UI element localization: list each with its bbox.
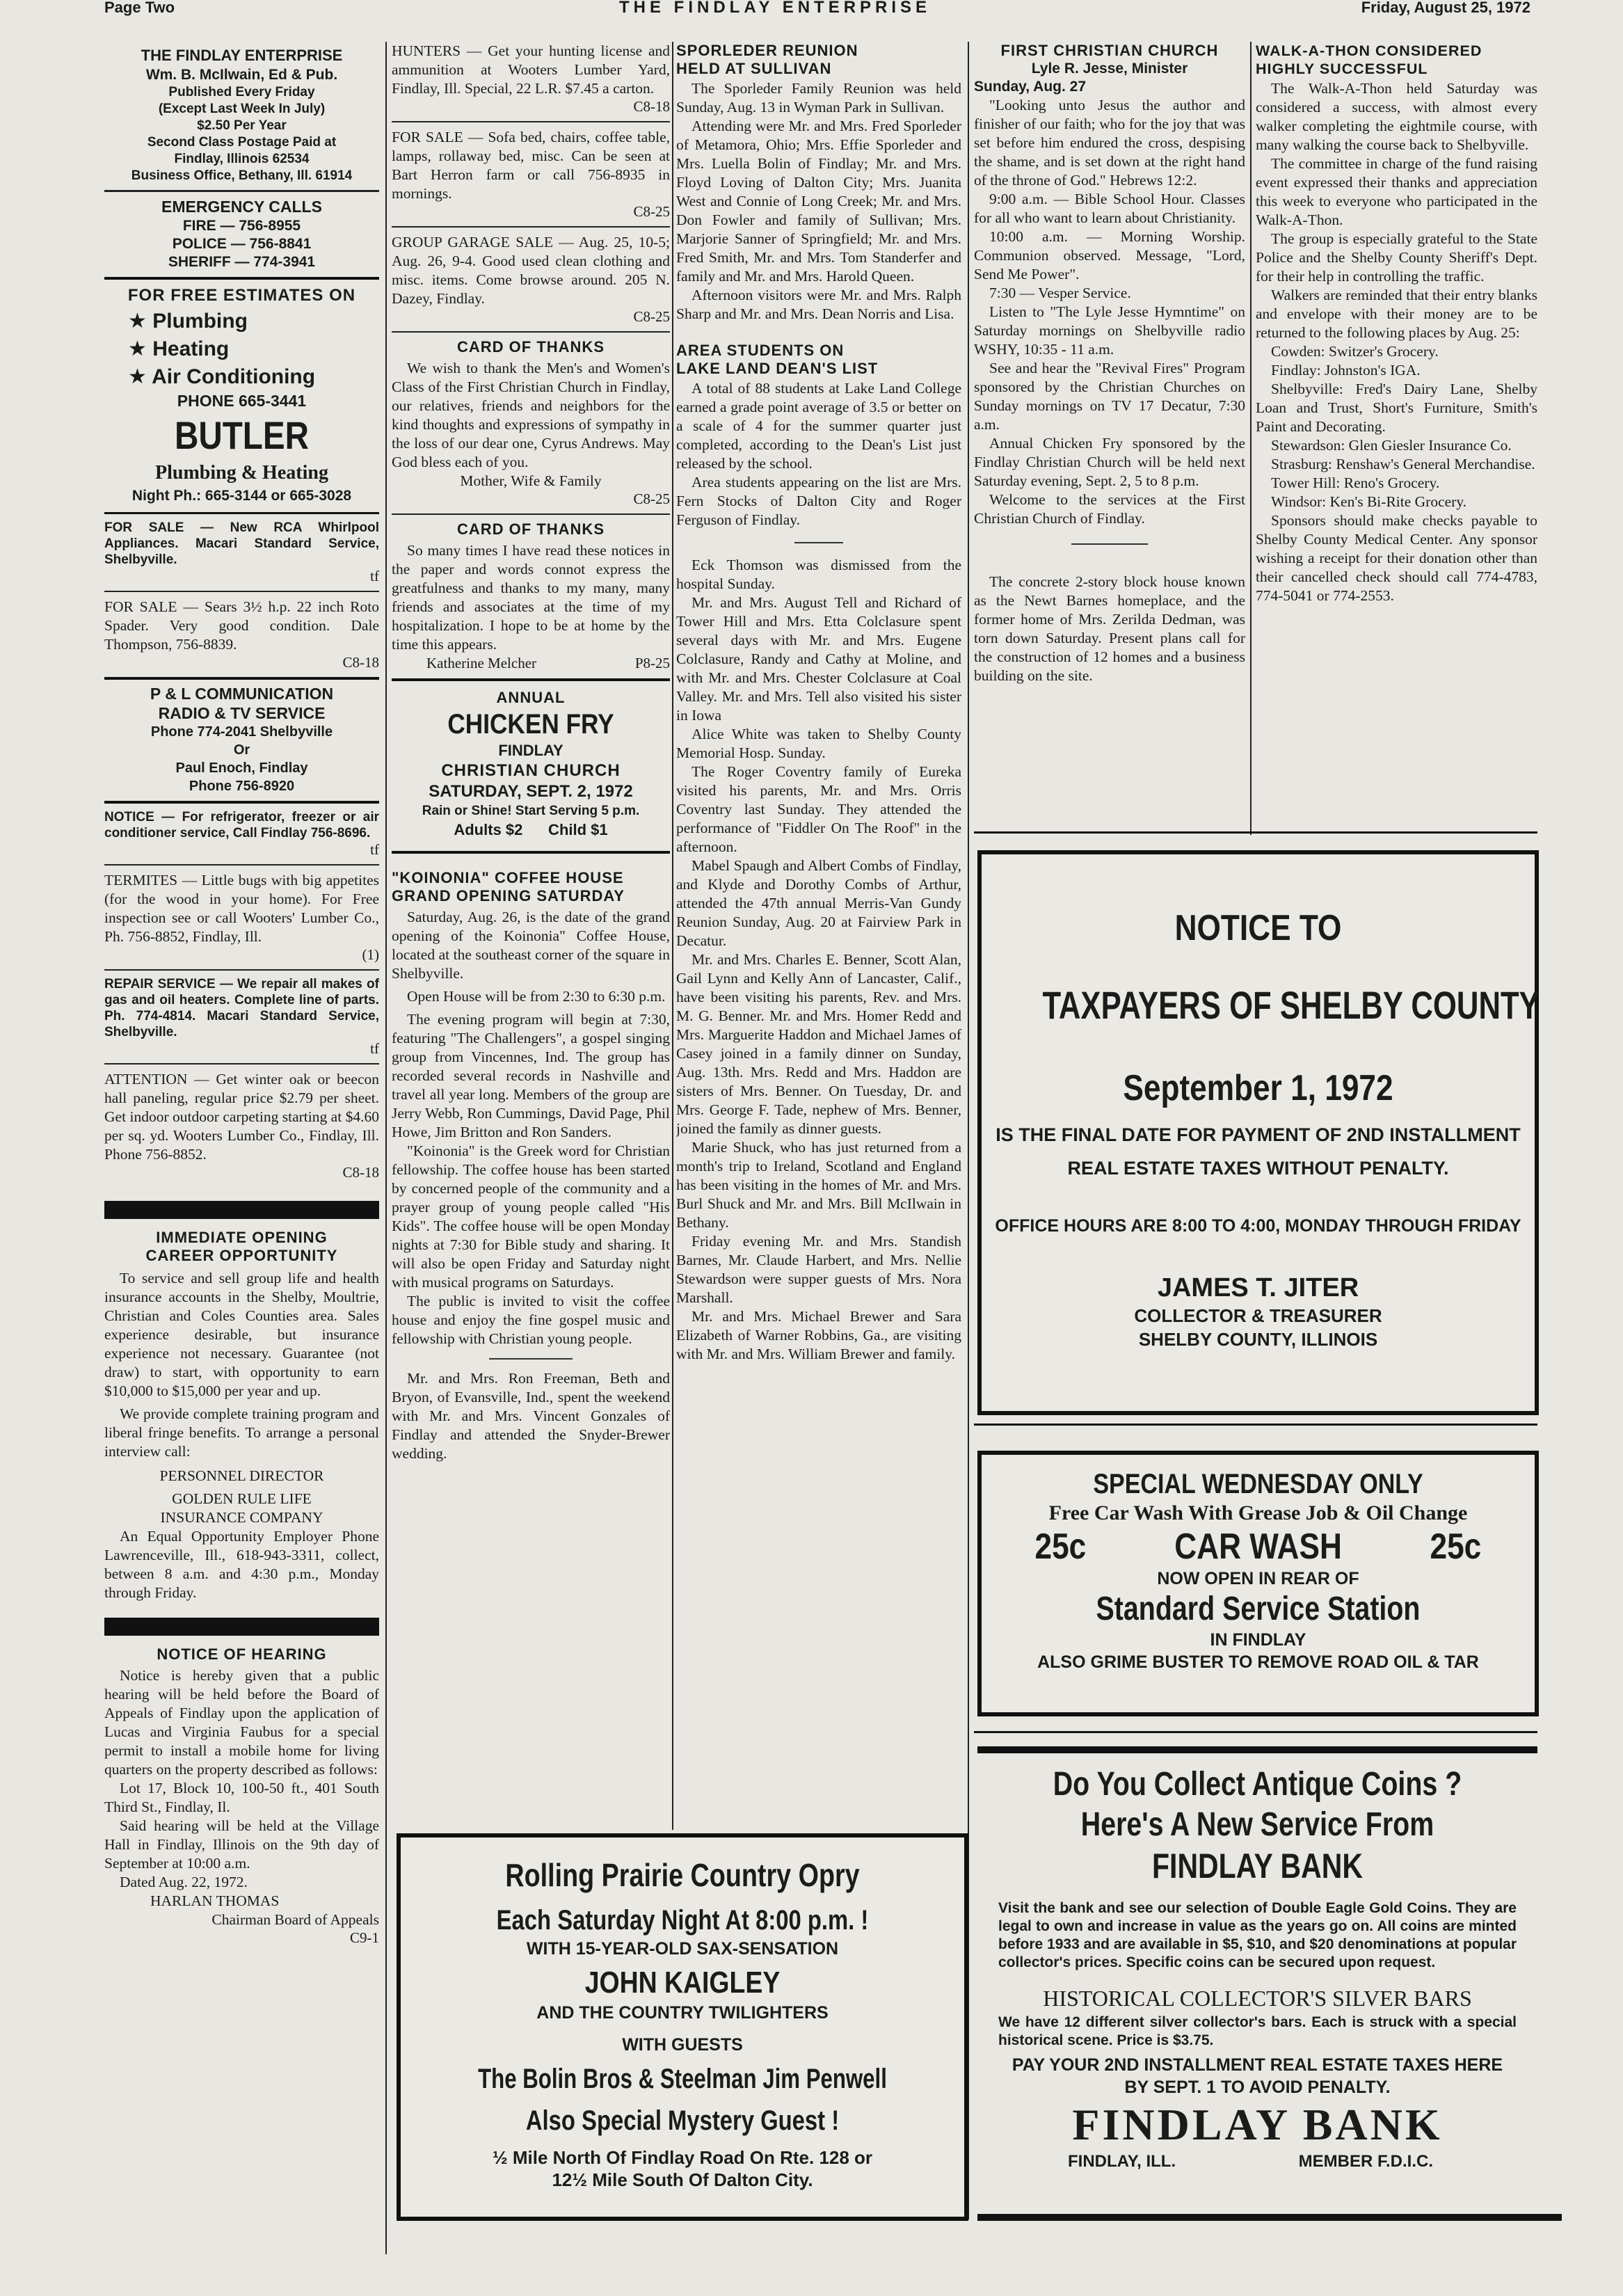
career-contact: PERSONNEL DIRECTOR [159, 1467, 324, 1484]
chicken-fry-ad [392, 681, 670, 854]
classified-code: C8-25 [633, 491, 670, 507]
chicken-fry-line: CHRISTIAN CHURCH [441, 761, 621, 780]
article-text: Walkers are reminded that their entry blanks and envelope with their money are to be returned to the following places by Aug. 25: [1256, 287, 1537, 341]
card-title: CARD OF THANKS [457, 520, 605, 538]
tax-ad-date: September 1, 1972 [1123, 1068, 1393, 1108]
fire-number: FIRE — 756-8955 [182, 218, 301, 234]
tax-ad-collector: JAMES T. JITER [1157, 1273, 1359, 1302]
classified-text: FOR SALE — New RCA Whirlpool Appliances. Macari Standard Service, Shelbyville. [104, 520, 379, 567]
pl-phone: Phone 774-2041 Shelbyville [150, 724, 333, 740]
hearing-signer: HARLAN THOMAS [150, 1892, 280, 1909]
walk-location: Tower Hill: Reno's Grocery. [1271, 475, 1440, 491]
ad-content [982, 1455, 1535, 1712]
bank-ad-location: FINDLAY, ILL. [1068, 2152, 1176, 2171]
butler-service-label: Air Conditioning [152, 365, 316, 388]
masthead-line: Findlay, Illinois 62534 [174, 152, 310, 166]
article-text: Mr. and Mrs. Ron Freeman, Beth and Bryon, of Evansville, Ind., spent the weekend with Mr. and Mrs. Vincent Gonzales of Findlay and attended the Snyder-Brewer wedding. [392, 1370, 670, 1462]
separator [794, 542, 843, 543]
opry-ad-performer: JOHN KAIGLEY [584, 1966, 781, 2000]
tax-ad-title: TAXPAYERS OF SHELBY COUNTY [1042, 983, 1540, 1027]
pl-title: P & L COMMUNICATION [150, 685, 334, 703]
bank-ad-subhead: HISTORICAL COLLECTOR'S SILVER BARS [1043, 1986, 1472, 2011]
masthead-editors: Wm. B. McIlwain, Ed & Pub. [145, 67, 338, 83]
bank-ad-headline: Do You Collect Antique Coins ? [1053, 1766, 1462, 1803]
wash-ad-title: SPECIAL WEDNESDAY ONLY [1093, 1469, 1423, 1499]
wash-ad-line: NOW OPEN IN REAR OF [1157, 1569, 1359, 1588]
classified-code: C8-18 [342, 1164, 379, 1181]
classified-text: REPAIR SERVICE — We repair all makes of gas and oil heaters. Complete line of parts. Ph. 774-4814. Macari Standard Service, Shelbyville. [104, 977, 379, 1039]
article-text: The Roger Coventry family of Eureka visited his parents, Mr. and Mrs. Orris Coventry last Sunday. They attended the performance of "Fiddler On The Roof" in the afternoon. [676, 763, 961, 855]
black-divider [104, 1201, 379, 1219]
chicken-fry-title: CHICKEN FRY [447, 709, 614, 740]
career-title: CAREER OPPORTUNITY [145, 1247, 338, 1264]
column-4 [974, 42, 1245, 835]
church-text: 9:00 a.m. — Bible School Hour. Classes for all who want to learn about Christianity. [974, 191, 1245, 226]
article-text: The group is especially grateful to the State Police and the Shelby County Sheriff's Dept. for their help in controlling the traffic. [1256, 230, 1537, 285]
butler-service [104, 363, 379, 391]
classified-text: FOR SALE — Sofa bed, chairs, coffee table, lamps, rollaway bed, misc. Can be seen at Bart Herron farm or call 756-8935 in mornings. [392, 129, 670, 202]
tax-ad-line: IS THE FINAL DATE FOR PAYMENT OF 2ND INSTALLMENT [996, 1124, 1521, 1145]
tax-ad-line: REAL ESTATE TAXES WITHOUT PENALTY. [1067, 1158, 1449, 1179]
article-text: Area students appearing on the list are Mrs. Fern Stocks of Dalton City and Roger Ferguson of Findlay. [676, 474, 961, 528]
article-headline: SPORLEDER REUNION [676, 42, 858, 59]
wash-ad-service: CAR WASH [1174, 1526, 1342, 1567]
article-headline: HIGHLY SUCCESSFUL [1256, 61, 1428, 77]
classified-code: C8-25 [633, 203, 670, 220]
butler-subtitle: Plumbing & Heating [155, 462, 328, 484]
card-signature: Katherine Melcher [426, 655, 537, 671]
bank-ad-line: BY SEPT. 1 TO AVOID PENALTY. [1124, 2078, 1391, 2097]
classified-code: (1) [362, 946, 379, 963]
wash-ad-line: IN FINDLAY [1210, 1630, 1306, 1650]
church-text: 10:00 a.m. — Morning Worship. Communion observed. Message, "Lord, Send Me Power". [974, 228, 1245, 282]
article-text: Open House will be from 2:30 to 6:30 p.m. [407, 988, 666, 1005]
butler-service [104, 335, 379, 363]
wash-ad-line: Free Car Wash With Grease Job & Oil Change [1048, 1501, 1468, 1524]
pl-contact: Paul Enoch, Findlay [175, 760, 308, 776]
column-5 [1256, 42, 1537, 835]
church-minister: Lyle R. Jesse, Minister [1031, 61, 1188, 77]
butler-phone: PHONE 665-3441 [177, 392, 307, 410]
classified-ad [392, 228, 670, 333]
opry-ad-guests: Also Special Mystery Guest ! [525, 2105, 840, 2136]
classified-ad [392, 42, 670, 122]
tax-ad-line: COLLECTOR & TREASURER [1134, 1305, 1382, 1326]
classified-text: FOR SALE — Sears 3½ h.p. 22 inch Roto Spader. Very good condition. Dale Thompson, 756-8839. [104, 598, 379, 653]
butler-night-phone: Night Ph.: 665-3144 or 665-3028 [131, 488, 352, 504]
article-headline: "KOINONIA" COFFEE HOUSE [392, 869, 624, 886]
article-headline: LAKE LAND DEAN'S LIST [676, 360, 879, 377]
pl-subtitle: RADIO & TV SERVICE [158, 704, 326, 722]
career-text: An Equal Opportunity Employer Phone Lawrenceville, Ill., 618-943-3311, collect, between 8 a.m. and 4:30 p.m., Monday through Friday. [104, 1528, 379, 1601]
classified-ad [104, 1065, 379, 1187]
article-headline: GRAND OPENING SATURDAY [392, 887, 625, 904]
pl-communication-ad [104, 680, 379, 804]
hearing-text: Said hearing will be held at the Village Hall in Findlay, Illinois on the 9th day of September at 10:00 a.m. [104, 1817, 379, 1872]
masthead-name: THE FINDLAY ENTERPRISE [141, 47, 343, 64]
opry-ad-line: WITH GUESTS [622, 2035, 743, 2055]
chicken-fry-date: SATURDAY, SEPT. 2, 1972 [429, 782, 633, 801]
walk-location: Shelbyville: Fred's Dairy Lane, Shelby Loan and Trust, Short's Furniture, Smith's Paint and Decorating. [1256, 381, 1537, 435]
section-rule [974, 1731, 1537, 1733]
church-text: Annual Chicken Fry sponsored by the Findlay Christian Church will be held next Saturday evening, Sept. 2, 5 to 8 p.m. [974, 435, 1245, 489]
article-text: Mr. and Mrs. Charles E. Benner, Scott Alan, Gail Lynn and Kelly Ann of Lancaster, Calif., have been visiting his parents, Rev. and Mrs. M. G. Benner. Mr. and Mrs. Homer Redd and Mrs. Marguerite Haddon and Michael James of Casey joined in a family dinner on Sunday, Aug. 13th. Mrs. Redd and Mrs. Haddon are sisters of Mrs. Benner. On Tuesday, Dr. and Mrs. George F. Tade, nephew of Mrs. Benner, joined the family as dinner guests. [676, 951, 961, 1137]
classified-code: C9-1 [350, 1929, 379, 1946]
opry-ad-line: AND THE COUNTRY TWILIGHTERS [536, 2003, 829, 2023]
church-text: See and hear the "Revival Fires" Program sponsored by the Christian Churches on Sunday mornings on TV 17 Decatur, 7:30 a.m. [974, 360, 1245, 433]
opry-ad-guests: The Bolin Bros & Steelman Jim Penwell [478, 2064, 887, 2094]
masthead-line: (Except Last Week In July) [158, 102, 326, 116]
article-text: Friday evening Mr. and Mrs. Standish Barnes, Mr. Claude Harbert, and Mrs. Nellie Stewardson were supper guests of Mrs. Nora Marshall. [676, 1233, 961, 1306]
opry-ad-directions: ½ Mile North Of Findlay Road On Rte. 128 or [492, 2147, 873, 2168]
classified-ad [104, 804, 379, 866]
black-divider [104, 1618, 379, 1636]
classified-ad [104, 866, 379, 971]
section-rule [974, 831, 1537, 834]
classified-ad [104, 514, 379, 592]
star-icon: ★ [128, 310, 147, 333]
article-text: The committee in charge of the fund raising event expressed their thanks and appreciation this week to everyone who participated in the Walk-A-Thon. [1256, 155, 1537, 228]
classified-code: tf [370, 568, 379, 584]
article-text: Sponsors should make checks payable to Shelby County Medical Center. Any sponsor wishing a receipt for their donation other than their cancelled check should call 774-4783, 774-5041 or 774-2553. [1256, 512, 1537, 604]
butler-ad-title: FOR FREE ESTIMATES ON [127, 286, 356, 305]
article-text: Mabel Spaugh and Albert Combs of Findlay, and Klyde and Dorothy Combs of Arthur, attended the 47th annual Merris-Van Gundy Reunion Sunday, Aug. 20 at Fairview Park in Decatur. [676, 857, 961, 949]
article-text: A total of 88 students at Lake Land College earned a grade point average of 3.5 or better on a scale of 4 for the summer quarter just completed, according to the Dean's List just released by the school. [676, 380, 961, 472]
card-text: We wish to thank the Men's and Women's Class of the First Christian Church in Findlay, our relatives, friends and neighbors for the kind thoughts and expressions of sympathy in the loss of our dear one, Cyrus Andrews. May God bless each of you. [392, 360, 670, 470]
classified-ad [104, 592, 379, 680]
butler-name: BUTLER [174, 413, 310, 457]
walk-location: Findlay: Johnston's IGA. [1271, 362, 1421, 378]
bank-ad-text: Visit the bank and see our selection of Double Eagle Gold Coins. They are legal to own and increase in value as the years go on. All coins are minted before 1933 and are available in $5, $10, and $20 denominations at popular collector's prices. Specific coins can be secured upon request. [998, 1900, 1517, 1970]
bank-ad-bottom-bar [977, 2214, 1562, 2221]
classified-code: tf [370, 1040, 379, 1057]
career-ad [104, 1229, 379, 1602]
star-icon: ★ [128, 337, 147, 360]
column-rule [385, 42, 387, 2254]
wash-ad-line: ALSO GRIME BUSTER TO REMOVE ROAD OIL & TAR [1037, 1652, 1479, 1672]
column-3 [676, 42, 961, 1830]
article-text: Alice White was taken to Shelby County Memorial Hosp. Sunday. [676, 726, 961, 761]
country-opry-ad [397, 1833, 968, 2221]
tax-ad-hours: OFFICE HOURS ARE 8:00 TO 4:00, MONDAY THROUGH FRIDAY [995, 1216, 1521, 1236]
classified-code: C8-25 [633, 308, 670, 325]
koinonia-article [392, 854, 670, 1463]
masthead-line: Business Office, Bethany, Ill. 61914 [131, 168, 353, 183]
opry-ad-directions: 12½ Mile South Of Dalton City. [552, 2169, 813, 2190]
separator [1071, 543, 1148, 545]
article-text: "Koinonia" is the Greek word for Christian fellowship. The coffee house has been started by concerned people of the community and a prayer group of young people called "His Kids". The coffee house will be open Monday nights at 7:30 for Bible study and sharing. It will also be open Friday and Saturday night with musical programs on Saturdays. [392, 1142, 670, 1291]
car-wash-ad [977, 1451, 1539, 1716]
career-company: GOLDEN RULE LIFE [172, 1490, 312, 1507]
issue-date: Friday, August 25, 1972 [1361, 0, 1530, 16]
masthead-price: $2.50 Per Year [197, 118, 287, 133]
sheriff-number: SHERIFF — 774-3941 [168, 254, 316, 270]
classified-text: TERMITES — Little bugs with big appetites (for the wood in your home). For Free inspection see or call Wooters' Lumber Co., Ph. 756-8852, Findlay, Ill. [104, 872, 379, 945]
opry-ad-line: WITH 15-YEAR-OLD SAX-SENSATION [526, 1939, 839, 1959]
tax-notice-ad [977, 850, 1539, 1415]
walk-location: Cowden: Switzer's Grocery. [1271, 343, 1439, 360]
hearing-notice [104, 1645, 379, 1947]
butler-service-label: Heating [152, 337, 230, 360]
classified-ad [104, 971, 379, 1065]
hearing-signer-role: Chairman Board of Appeals [211, 1911, 379, 1928]
masthead-line: Second Class Postage Paid at [147, 135, 337, 150]
tax-ad-title: NOTICE TO [1174, 908, 1342, 948]
opry-ad-title: Rolling Prairie Country Opry [505, 1857, 860, 1893]
newspaper-title: THE FINDLAY ENTERPRISE [619, 0, 932, 17]
chicken-fry-line: ANNUAL [496, 689, 566, 706]
bank-ad-text: We have 12 different silver collector's bars. Each is struck with a special historical scene. Price is $3.75. [998, 2014, 1517, 2048]
wash-ad-station: Standard Service Station [1096, 1591, 1421, 1627]
emergency-calls [104, 192, 379, 280]
star-icon: ★ [128, 365, 147, 388]
ad-content [982, 854, 1540, 1411]
column-1 [104, 42, 379, 2296]
article-text: The Walk-A-Thon held Saturday was considered a success, with almost every walker completing the eightmile course, with many walking the course back to Shelbyville. [1256, 80, 1537, 153]
pl-or: Or [233, 742, 250, 758]
column-rule [672, 42, 673, 1830]
article-text: The Sporleder Family Reunion was held Sunday, Aug. 13 in Wyman Park in Sullivan. [676, 80, 961, 115]
classified-code: C8-18 [342, 654, 379, 671]
wash-ad-price: 25c [1430, 1526, 1482, 1567]
article-text: Afternoon visitors were Mr. and Mrs. Ralph Sharp and Mr. and Mrs. Dean Norris and Lisa. [676, 287, 961, 322]
police-number: POLICE — 756-8841 [172, 236, 312, 252]
walk-location: Strasburg: Renshaw's General Merchandise. [1271, 456, 1535, 472]
opry-ad-schedule: Each Saturday Night At 8:00 p.m. ! [496, 1905, 869, 1936]
bank-ad-line: PAY YOUR 2ND INSTALLMENT REAL ESTATE TAXES HERE [1012, 2055, 1503, 2075]
wash-ad-price-row [982, 1526, 1535, 1568]
emergency-title: EMERGENCY CALLS [161, 198, 322, 216]
walk-location: Windsor: Ken's Bi-Rite Grocery. [1271, 493, 1467, 510]
bank-ad-headline: FINDLAY BANK [1152, 1847, 1363, 1886]
article-text: Marie Shuck, who has just returned from a month's trip to Ireland, Scotland and England has been visiting in the homes of Mr. and Mrs. Burl Shuck and Mr. and Mrs. Bill McIlwain in Bethany. [676, 1139, 961, 1231]
article-text: The evening program will begin at 7:30, featuring "The Challengers", a gospel singing group from Vincennes, Ind. The group has recorded several records in Nashville and travel all year long. Members of the group are Jerry Webb, Ron Cummings, David Page, Phil Howe, Jim Britton and Ron Sanders. [392, 1011, 670, 1140]
separator [489, 1358, 573, 1360]
church-text: "Looking unto Jesus the author and finisher of our faith; who for the joy that was set before him endured the cross, despising the shame, and is set down at the right hand of the throne of God." Hebrews 12:2. [974, 97, 1245, 189]
career-text: We provide complete training program and liberal fringe benefits. To arrange a personal interview call: [104, 1405, 379, 1460]
column-2 [392, 42, 670, 1830]
article-text: The public is invited to visit the coffee house and enjoy the fine gospel music and fellowship with Christian young people. [392, 1293, 670, 1347]
chicken-fry-price: Adults $2 Child $1 [454, 821, 608, 838]
classified-ad [392, 122, 670, 228]
article-text: Mr. and Mrs. August Tell and Richard of Tower Hill and Mrs. Etta Colclasure spent several days with Mr. and Mrs. Eugene Colclasure, Randy and Cathy at Moline, and with Mr. and Mrs. Chester Colclasure at Coal Valley. Mr. and Mrs. Tell also visited his sister in Iowa [676, 594, 961, 724]
card-of-thanks [392, 515, 670, 681]
classified-code: tf [370, 841, 379, 858]
church-text: Welcome to the services at the First Christian Church of Findlay. [974, 491, 1245, 527]
article-text: Mr. and Mrs. Michael Brewer and Sara Elizabeth of Warner Robbins, Ga., are visiting with Mr. and Mrs. William Brewer and family. [676, 1308, 961, 1362]
bank-ad-headline: Here's A New Service From [1080, 1806, 1434, 1843]
bank-ad-logo: FINDLAY BANK [1072, 2100, 1443, 2149]
butler-service-label: Plumbing [152, 310, 248, 333]
article-text: Saturday, Aug. 26, is the date of the grand opening of the Koinonia" Coffee House, located at the southeast corner of the square in Shelbyville. [392, 909, 670, 982]
classified-text: ATTENTION — Get winter oak or beecon hall paneling, regular price $2.79 per sheet. Get indoor outdoor carpeting starting at $4.60 per sq. yd. Wooters Lumber Co., Findlay, Ill. Phone 756-8852. [104, 1071, 379, 1163]
church-date: Sunday, Aug. 27 [974, 79, 1087, 95]
church-text: 7:30 — Vesper Service. [989, 285, 1131, 301]
chicken-fry-line: Rain or Shine! Start Serving 5 p.m. [422, 804, 640, 818]
career-text: To service and sell group life and health insurance accounts in the Shelby, Moultrie, Christian and Coles Counties area. Sales experience desirable, but insurance experience not necessary. Guarantee (not draw) to start, with opportunity to earn $10,000 to $15,000 per year and up. [104, 1270, 379, 1399]
article-headline: AREA STUDENTS ON [676, 342, 845, 359]
church-title: FIRST CHRISTIAN CHURCH [1000, 42, 1219, 59]
career-company: INSURANCE COMPANY [160, 1509, 323, 1526]
article-headline: HELD AT SULLIVAN [676, 60, 832, 77]
wash-ad-price: 25c [1034, 1526, 1087, 1567]
hearing-text: Notice is hereby given that a public hearing will be held before the Board of Appeals of Findlay upon the application of Lucas and Virginia Faubus for a special permit to install a mobile home for living quarters on the property described as follows: [104, 1667, 379, 1778]
tax-ad-line: SHELBY COUNTY, ILLINOIS [1138, 1329, 1378, 1350]
masthead-line: Published Every Friday [168, 85, 315, 99]
bank-ad [977, 1760, 1537, 2219]
butler-ad [104, 280, 379, 514]
card-text: So many times I have read these notices in the paper and words connot express the greatfulness and thanks to my many, many friends and associates at the time of my hospitalization. I hope to be at home by the time this appears. [392, 542, 670, 653]
bank-ad-footer [977, 2151, 1537, 2172]
article-headline: WALK-A-THON CONSIDERED [1256, 42, 1482, 59]
article-text: The concrete 2-story block house known as the Newt Barnes homeplace, and the former home of Mrs. Zerilda Dedman, was torn down Saturday. Present plans call for the construction of 12 homes and a business building on the site. [974, 573, 1245, 684]
classified-text: HUNTERS — Get your hunting license and ammunition at Wooters Lumber Yard, Findlay, Ill. Special, 22 L.R. $7.45 a carton. [392, 42, 670, 97]
card-signature-row [392, 654, 670, 673]
hearing-text: Lot 17, Block 10, 100-50 ft., 401 South Third St., Findlay, Il. [104, 1780, 379, 1815]
walk-location: Stewardson: Glen Giesler Insurance Co. [1271, 437, 1512, 454]
page-header [104, 0, 1530, 15]
bank-ad-top-bar [977, 1746, 1537, 1753]
card-of-thanks [392, 333, 670, 515]
classified-text: NOTICE — For refrigerator, freezer or air conditioner service, Call Findlay 756-8696. [104, 810, 379, 840]
church-text: Listen to "The Lyle Jesse Hymntime" on Saturday mornings on Shelbyville radio WSHY, 10:35 - 11 a.m. [974, 303, 1245, 358]
ad-content [401, 1837, 964, 2217]
article-text: Attending were Mr. and Mrs. Fred Sporleder of Metamora, Ohio; Mrs. Effie Sporleder and Mrs. Luella Bolin of Findlay; Mr. and Mrs. Floyd Loving of Dalton City; Mrs. Juanita West and Connie of Long Creek; Mr. and Mrs. Don Fowler and family of Sullivan; Mrs. Marjorie Sanner of Springfield; Mr. and Mrs. Fred Smith, Mr. and Mrs. Tom Standerfer and family and Mr. and Mrs. Harold Queen. [676, 118, 961, 285]
article-text: Eck Thomson was dismissed from the hospital Sunday. [676, 557, 961, 592]
chicken-fry-line: FINDLAY [498, 742, 563, 759]
card-signature: Mother, Wife & Family [460, 472, 602, 489]
hearing-date: Dated Aug. 22, 1972. [120, 1874, 248, 1890]
classified-text: GROUP GARAGE SALE — Aug. 25, 10-5; Aug. 26, 9-4. Good used clean clothing and misc. items. Come browse around. 205 N. Dazey, Findlay. [392, 234, 670, 307]
classified-code: P8-25 [634, 655, 670, 671]
masthead [104, 42, 379, 192]
butler-service [104, 308, 379, 335]
hearing-title: NOTICE OF HEARING [157, 1645, 327, 1663]
bank-ad-fdic: MEMBER F.D.I.C. [1298, 2152, 1433, 2171]
card-title: CARD OF THANKS [457, 338, 605, 356]
column-rule [1250, 42, 1252, 835]
section-rule [974, 1424, 1537, 1426]
pl-phone: Phone 756-8920 [189, 779, 295, 794]
classified-code: C8-18 [633, 98, 670, 115]
page-number: Page Two [104, 0, 175, 16]
career-title: IMMEDIATE OPENING [156, 1229, 328, 1246]
